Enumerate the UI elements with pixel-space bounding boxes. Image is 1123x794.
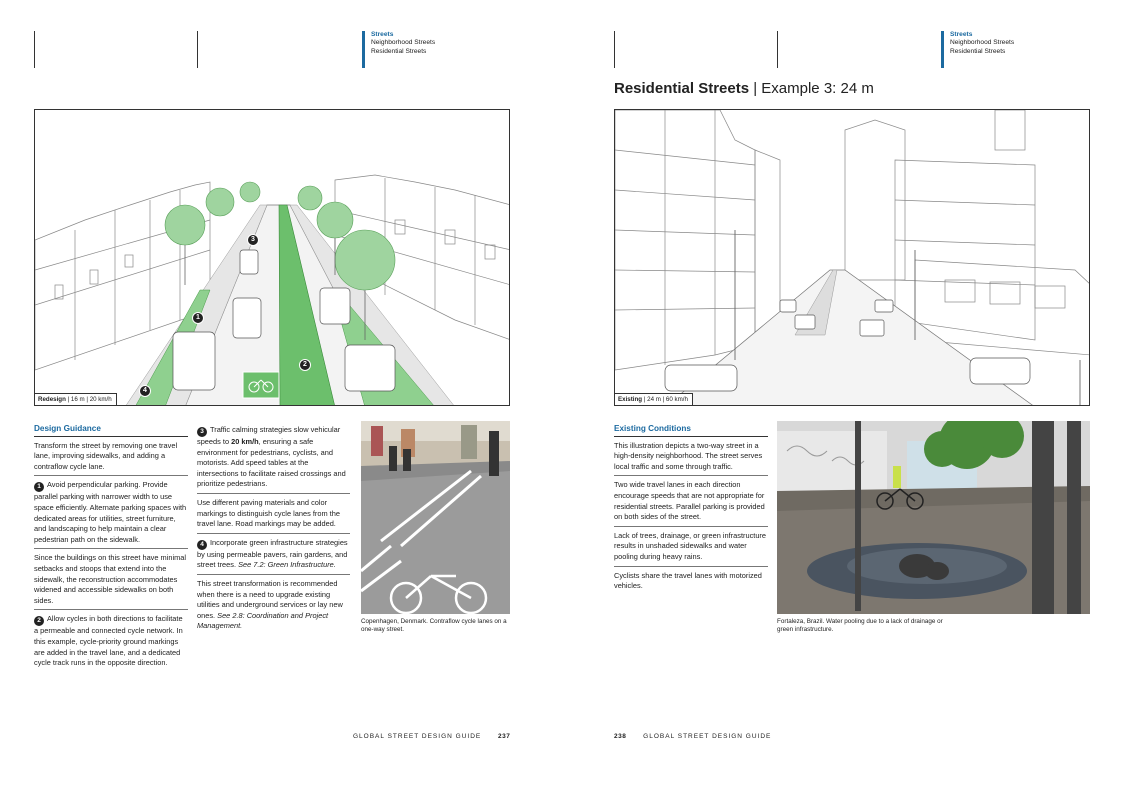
page-number: 237: [498, 733, 511, 740]
page-title-rest: | Example 3: 24 m: [749, 80, 874, 97]
footer-title: GLOBAL STREET DESIGN GUIDE: [643, 733, 772, 740]
breadcrumb-level1[interactable]: Streets: [371, 31, 394, 38]
top-rule: [197, 31, 198, 68]
street-existing-drawing: [615, 110, 1090, 406]
design-guidance-title: Design Guidance: [34, 424, 188, 437]
existing-paragraph: Lack of trees, drainage, or green infrastructure results in unshaded sidewalks and water pooling during heavy rains.: [614, 530, 768, 567]
existing-label: [615, 393, 693, 405]
guidance-paragraph-text: Avoid perpendicular parking. Provide parallel parking with narrower width to use space efficiently. Alternate parking spaces with dedicated areas for utilities, street furniture, and landscaping to help maintain a clear pedestrian path on the sidewalk.: [34, 480, 187, 544]
top-rule: [614, 31, 615, 68]
photo-caption: Fortaleza, Brazil. Water pooling due to a lack of drainage or green infrastructure.: [777, 618, 943, 634]
existing-paragraph: Two wide travel lanes in each direction encourage speeds that are not appropriate for residential streets. Parallel parking is provided on both sides of the street.: [614, 479, 768, 526]
callout-number: 2: [34, 616, 44, 626]
breadcrumb: [941, 31, 1014, 68]
existing-conditions-title: Existing Conditions: [614, 424, 768, 437]
guidance-text: Incorporate green infrastructure strategies by using permeable pavers, rain gardens, and street trees.: [197, 537, 348, 570]
guidance-paragraph: Transform the street by removing one travel lane, improving sidewalks, and adding a contraflow cycle lane.: [34, 440, 188, 477]
cross-reference-link[interactable]: See 2.8: Coordination and Project Management.: [197, 610, 329, 631]
callout-marker: 3: [247, 234, 259, 246]
guidance-paragraph: Since the buildings on this street have minimal setbacks and stoops that extend into the sidewalk, the reconstruction accommodates widened and accessible sidewalks on both sides.: [34, 552, 188, 610]
guidance-paragraph: [34, 613, 188, 671]
fortaleza-photo: [777, 421, 1090, 614]
callout-number: 3: [197, 427, 207, 437]
breadcrumb: [362, 31, 435, 68]
callout-marker: 4: [139, 385, 151, 397]
breadcrumb-level1[interactable]: Streets: [950, 31, 973, 38]
top-rule: [777, 31, 778, 68]
page-number: 238: [614, 733, 627, 740]
cycle-lane-photo: [361, 421, 510, 614]
footer-title: GLOBAL STREET DESIGN GUIDE: [353, 733, 482, 740]
callout-number: 1: [34, 482, 44, 492]
page-title-bold: Residential Streets: [614, 80, 750, 97]
breadcrumb-level3[interactable]: Residential Streets: [950, 47, 1006, 55]
existing-paragraph: This illustration depicts a two-way street in a high-density neighborhood. The street serves local traffic and some through traffic.: [614, 440, 768, 477]
callout-number: 4: [197, 540, 207, 550]
water-pooling-photo: [777, 421, 1090, 614]
guidance-text: , ensuring a safe environment for pedestrians, cyclists, and motorists. Add speed tables at the intersections to facilitate raised crossings and prioritize pedestrians.: [197, 437, 346, 489]
street-redesign-drawing: [35, 110, 510, 406]
design-guidance-column: [34, 424, 188, 675]
guidance-paragraph: [197, 578, 350, 635]
copenhagen-photo: [361, 421, 510, 614]
breadcrumb-level2[interactable]: Neighborhood Streets: [950, 39, 1015, 47]
photo-caption: Copenhagen, Denmark. Contraflow cycle lanes on a one-way street.: [361, 618, 507, 634]
page-title: [614, 80, 874, 97]
guidance-paragraph: [197, 424, 350, 494]
existing-conditions-column: [614, 424, 768, 598]
breadcrumb-level3[interactable]: Residential Streets: [371, 47, 427, 55]
existing-label-rest: | 24 m | 60 km/h: [642, 396, 688, 403]
redesign-label: [35, 393, 117, 405]
design-guidance-column-2: [197, 424, 350, 638]
speed-value: 20 km/h: [231, 437, 259, 446]
footer-right: [614, 733, 771, 740]
guidance-paragraph: [34, 479, 188, 549]
redesign-label-rest: | 16 m | 20 km/h: [65, 396, 112, 403]
existing-paragraph: Cyclists share the travel lanes with motorized vehicles.: [614, 570, 762, 591]
existing-illustration: [614, 109, 1090, 406]
cross-reference-link[interactable]: See 7.2: Green Infrastructure.: [238, 560, 336, 570]
guidance-text: This street transformation is recommended when there is a need to upgrade existing utilities and underground services or lay new ones.: [197, 578, 343, 620]
footer-left: [353, 733, 510, 740]
callout-marker: 1: [192, 312, 204, 324]
breadcrumb-level2[interactable]: Neighborhood Streets: [371, 39, 436, 47]
guidance-paragraph: [197, 537, 350, 575]
existing-label-bold: Existing: [618, 396, 643, 403]
redesign-illustration: [34, 109, 510, 406]
callout-marker: 2: [299, 359, 311, 371]
guidance-paragraph-text: Allow cycles in both directions to facilitate a permeable and connected cycle network. In this example, cycle-priority ground markings are added in the travel lane, and a dedicated cycle track runs in the opposite direction.: [34, 614, 183, 668]
guidance-text: Traffic calming strategies slow vehicular speeds to: [197, 425, 341, 446]
redesign-label-bold: Redesign: [38, 396, 66, 403]
guidance-paragraph: Use different paving materials and color markings to distinguish cycle lanes from the travel lane. Road markings may be added.: [197, 497, 350, 534]
top-rule: [34, 31, 35, 68]
